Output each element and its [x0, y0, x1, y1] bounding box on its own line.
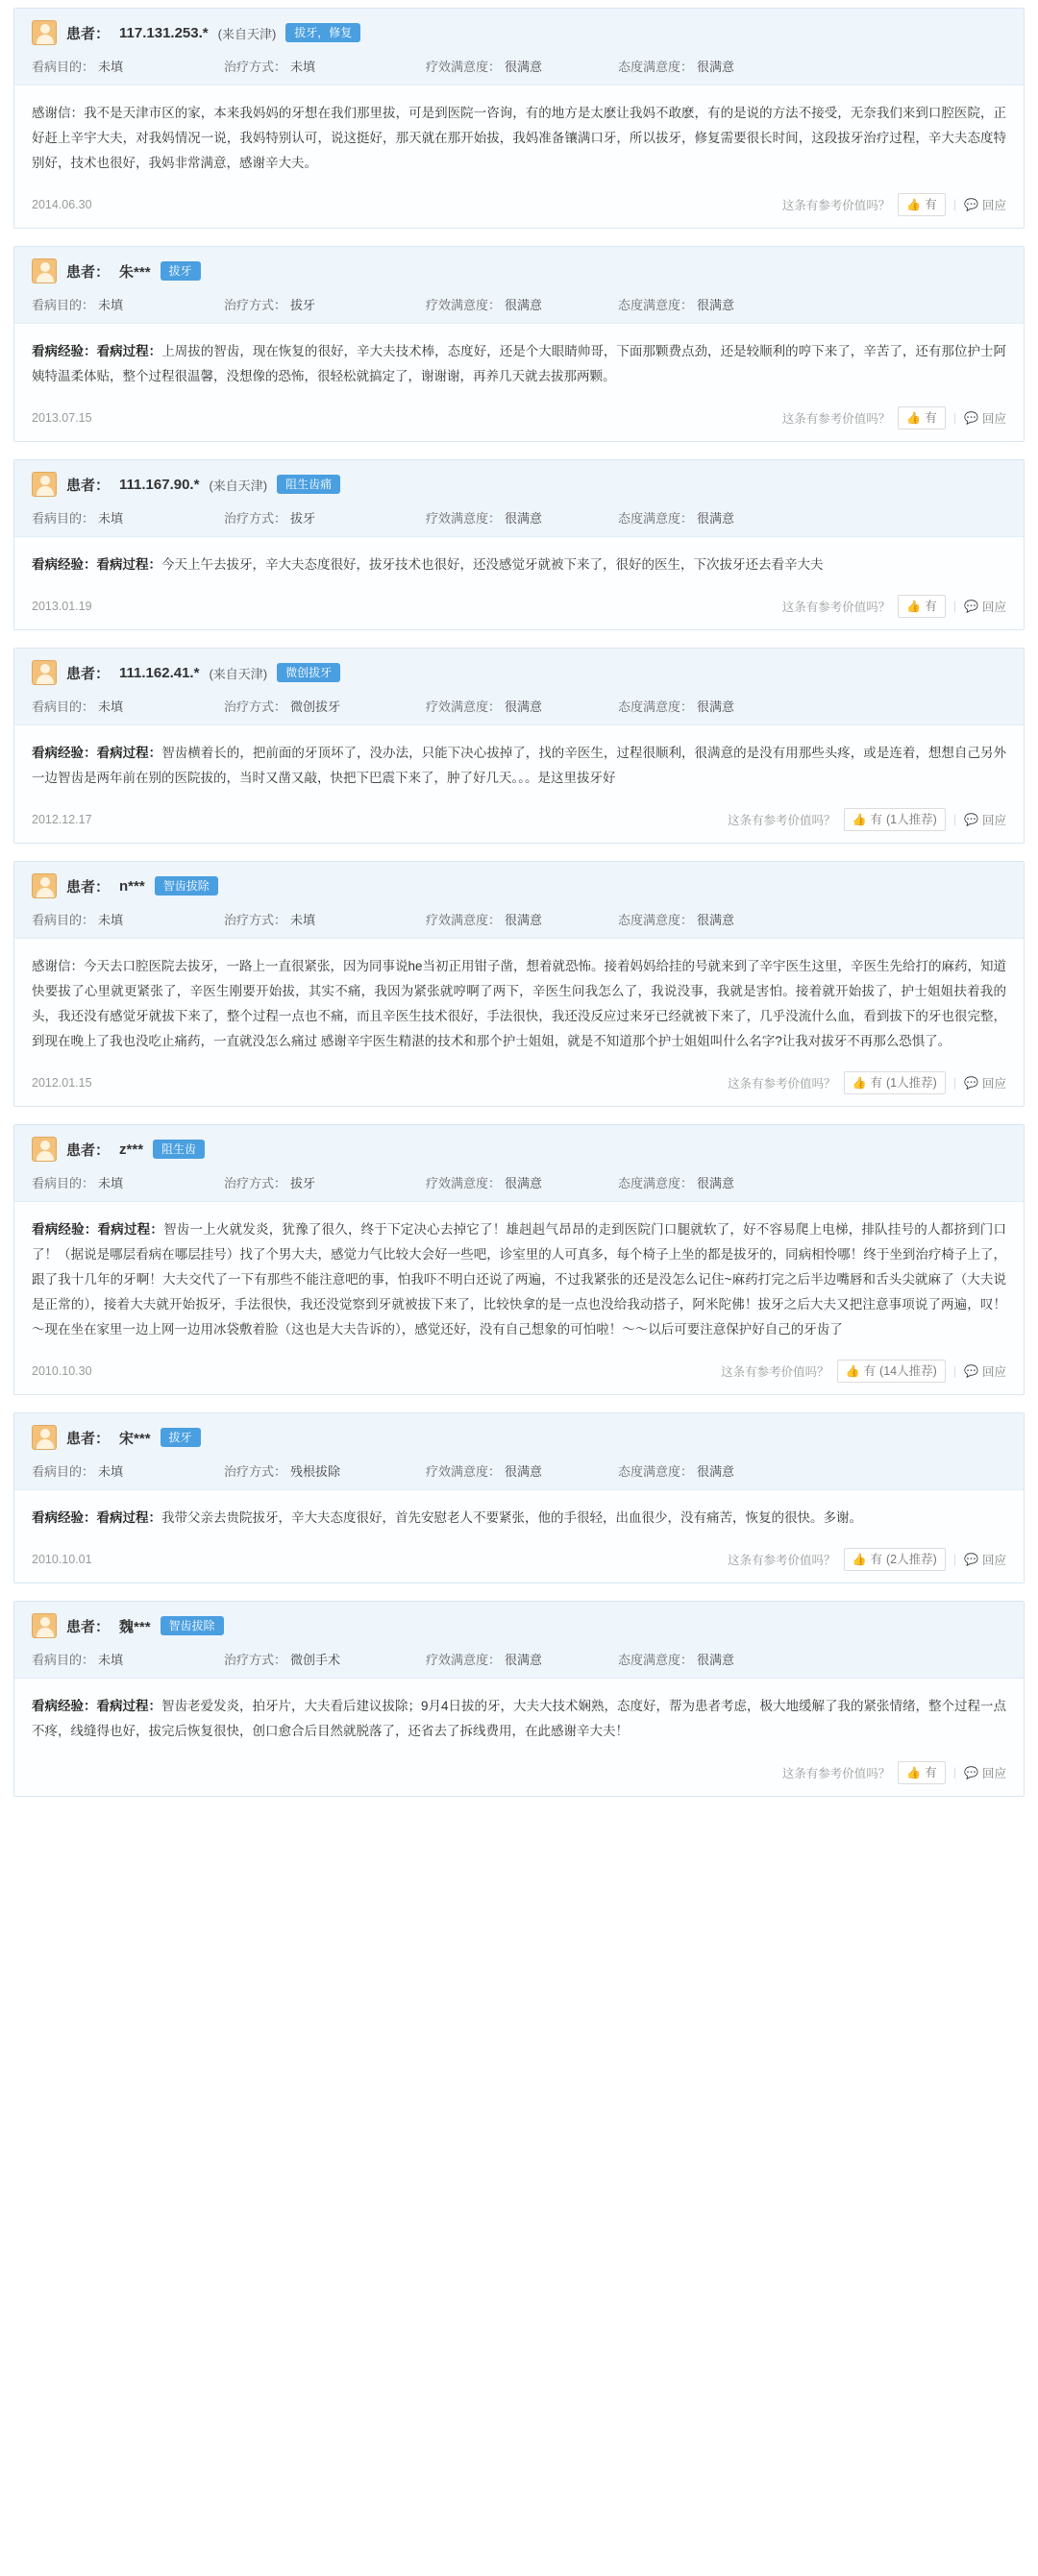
- avatar-icon: [32, 1137, 57, 1162]
- review-card: [13, 8, 1025, 229]
- review-footer: [14, 184, 1024, 228]
- footer-divider: |: [952, 411, 957, 425]
- meta-attitude-value: 很满意: [697, 298, 735, 312]
- meta-treatment-key: 治疗方式：: [224, 298, 287, 312]
- meta-treatment-value: 残根拔除: [290, 1464, 341, 1479]
- meta-attitude-key: 态度满意度：: [618, 1176, 694, 1190]
- reply-icon: 💬: [964, 1553, 978, 1566]
- like-count: (2人推荐): [886, 1553, 937, 1566]
- thumbs-up-icon: 👍: [852, 1076, 867, 1090]
- review-text: 智齿横着长的，把前面的牙顶坏了，没办法，只能下决心拔掉了，找的辛医生，过程很顺利，很满意的是没有用那些头疼，或是连着，想想自己另外一边智齿是两年前在别的医院拔的，当时又凿又敲，快把下巴震下来了，肿了好几天。。。是这里拔牙好: [32, 746, 1006, 785]
- meta-attitude-value: 很满意: [697, 1653, 735, 1667]
- reply-icon: 💬: [964, 411, 978, 425]
- meta-purpose-value: 未填: [98, 699, 124, 714]
- footer-divider: |: [952, 198, 957, 211]
- meta-purpose: [32, 1173, 224, 1191]
- meta-attitude-value: 很满意: [697, 913, 735, 927]
- reply-label: 回应: [981, 601, 1006, 614]
- patient-row: [32, 472, 1006, 497]
- meta-row: [32, 1173, 1006, 1191]
- review-text-wrap: [32, 1694, 1006, 1744]
- meta-purpose-key: 看病目的：: [32, 1464, 95, 1479]
- patient-label: 患者：: [66, 25, 111, 42]
- meta-attitude-value: 很满意: [697, 60, 735, 74]
- meta-effect-key: 疗效满意度：: [426, 913, 502, 927]
- meta-purpose: [32, 57, 224, 75]
- reply-button[interactable]: [964, 1362, 1006, 1380]
- patient-name: 111.162.41.*: [119, 664, 200, 681]
- meta-attitude: [618, 508, 810, 527]
- meta-effect: [426, 1173, 618, 1191]
- review-date: 2014.06.30: [32, 198, 92, 211]
- meta-attitude: [618, 57, 810, 75]
- meta-effect: [426, 1461, 618, 1480]
- helpful-question: 这条有参考价值吗？: [781, 199, 891, 212]
- helpful-question: 这条有参考价值吗？: [781, 601, 891, 614]
- review-header: [14, 9, 1024, 86]
- meta-treatment: [224, 1173, 426, 1191]
- like-button[interactable]: [844, 808, 946, 831]
- meta-treatment: [224, 1650, 426, 1668]
- like-button[interactable]: [898, 193, 945, 216]
- helpful-question: 这条有参考价值吗？: [728, 1554, 836, 1567]
- review-date: 2012.01.15: [32, 1076, 92, 1090]
- review-body: [14, 324, 1024, 397]
- helpful-bar: [782, 1761, 1006, 1784]
- meta-attitude-key: 态度满意度：: [618, 1653, 694, 1667]
- meta-treatment-key: 治疗方式：: [224, 511, 287, 526]
- patient-label: 患者：: [66, 1618, 111, 1635]
- reply-icon: 💬: [964, 600, 978, 613]
- helpful-bar: [782, 595, 1006, 618]
- patient-row: [32, 660, 1006, 685]
- patient-row: [32, 1137, 1006, 1162]
- helpful-question: 这条有参考价值吗？: [781, 412, 891, 426]
- like-button[interactable]: [844, 1071, 946, 1094]
- meta-effect-key: 疗效满意度：: [426, 298, 502, 312]
- helpful-bar: [728, 808, 1006, 831]
- patient-label: 患者：: [66, 477, 111, 494]
- review-footer: [14, 585, 1024, 629]
- meta-purpose-key: 看病目的：: [32, 913, 95, 927]
- reply-label: 回应: [981, 1554, 1006, 1567]
- review-text-wrap: [32, 552, 1006, 577]
- patient-row: [32, 1425, 1006, 1450]
- meta-effect: [426, 508, 618, 527]
- footer-divider: |: [952, 813, 957, 826]
- like-label: 有: [870, 813, 882, 826]
- thumbs-up-icon: 👍: [852, 1553, 867, 1566]
- review-body: [14, 86, 1024, 184]
- footer-divider: |: [952, 1553, 957, 1566]
- reply-icon: 💬: [964, 1766, 978, 1779]
- meta-attitude: [618, 697, 810, 715]
- review-card: [13, 1601, 1025, 1797]
- meta-attitude-value: 很满意: [697, 511, 735, 526]
- like-label: 有: [870, 1553, 882, 1566]
- review-lead: 看病经验：看病过程：: [32, 1699, 161, 1713]
- helpful-bar: [782, 193, 1006, 216]
- review-lead: 看病经验：看病过程：: [32, 557, 161, 572]
- meta-effect-value: 很满意: [505, 1653, 543, 1667]
- thumbs-up-icon: 👍: [906, 600, 922, 613]
- treatment-tag[interactable]: 拔牙: [161, 1428, 201, 1447]
- review-body: [14, 1490, 1024, 1538]
- meta-attitude-key: 态度满意度：: [618, 511, 694, 526]
- patient-name: 宋***: [119, 1430, 151, 1447]
- meta-row: [32, 697, 1006, 715]
- patient-label: 患者：: [66, 665, 111, 682]
- patient-city: (来自天津): [209, 478, 268, 493]
- avatar-icon: [32, 1613, 57, 1638]
- meta-effect-key: 疗效满意度：: [426, 511, 502, 526]
- review-text-wrap: [32, 101, 1006, 176]
- reply-button[interactable]: [964, 811, 1006, 828]
- meta-effect-key: 疗效满意度：: [426, 1176, 502, 1190]
- thumbs-up-icon: 👍: [906, 411, 922, 425]
- meta-attitude-key: 态度满意度：: [618, 699, 694, 714]
- meta-effect-key: 疗效满意度：: [426, 60, 502, 74]
- review-header: [14, 649, 1024, 725]
- helpful-question: 这条有参考价值吗？: [781, 1767, 891, 1780]
- patient-label: 患者：: [66, 1141, 111, 1159]
- meta-effect-key: 疗效满意度：: [426, 1653, 502, 1667]
- meta-treatment: [224, 910, 426, 928]
- review-lead: 看病经验：看病过程：: [32, 344, 162, 358]
- patient-row: [32, 20, 1006, 45]
- meta-purpose-key: 看病目的：: [32, 699, 95, 714]
- meta-treatment-value: 微创拔牙: [290, 699, 341, 714]
- review-card: [13, 648, 1025, 844]
- meta-effect-value: 很满意: [505, 298, 543, 312]
- avatar-icon: [32, 472, 57, 497]
- review-date: 2010.10.30: [32, 1364, 92, 1378]
- treatment-tag[interactable]: 微创拔牙: [277, 663, 340, 682]
- thumbs-up-icon: 👍: [906, 198, 922, 211]
- review-text-wrap: [32, 954, 1006, 1054]
- meta-treatment-key: 治疗方式：: [224, 699, 287, 714]
- like-label: 有: [863, 1364, 877, 1378]
- patient-name: 朱***: [119, 263, 151, 281]
- review-footer: [14, 1062, 1024, 1106]
- meta-purpose: [32, 697, 224, 715]
- meta-treatment: [224, 508, 426, 527]
- meta-treatment: [224, 295, 426, 313]
- footer-divider: |: [952, 600, 957, 613]
- meta-attitude: [618, 1173, 810, 1191]
- meta-row: [32, 508, 1006, 527]
- thumbs-up-icon: 👍: [852, 813, 867, 826]
- review-header: [14, 1602, 1024, 1679]
- review-text: 感谢信：今天去口腔医院去拔牙，一路上一直很紧张，因为同事说he当初正用钳子凿，想着就恐怖。接着妈妈给挂的号就来到了辛宇医生这里，辛医生先给打的麻药，知道快要拔了心里就更紧张了，辛医生刚要开始拔，其实不痛，我因为紧张就哼啊了两下，辛医生问我怎么了，我说没事，我就是害怕。接着就开始拔了，护士姐姐扶着我的头，我还没有感觉牙就拔下来了，整个过程一点也不痛，而且辛医生技术很好，手法很快，我还没反应过来牙已经就被下来了，几乎没流什么血，看到拔下的牙也很完整，到现在晚上了我也没吃止痛药，一直就没怎么痛过 感谢辛宇医生精湛的技术和那个护士姐姐，就是不知道那个护士姐姐叫什么名字?让我对拔牙不再那么恐惧了。: [32, 959, 1007, 1048]
- treatment-tag[interactable]: 智齿拔除: [161, 1616, 224, 1635]
- review-date: 2013.07.15: [32, 411, 92, 425]
- review-body: [14, 939, 1024, 1062]
- footer-divider: |: [952, 1364, 957, 1378]
- meta-treatment-key: 治疗方式：: [224, 1653, 287, 1667]
- like-label: 有: [870, 1076, 882, 1090]
- reply-button[interactable]: [964, 598, 1006, 615]
- meta-effect: [426, 57, 618, 75]
- meta-effect-value: 很满意: [505, 1464, 543, 1479]
- like-button[interactable]: [898, 595, 945, 618]
- meta-row: [32, 910, 1006, 928]
- meta-purpose-value: 未填: [98, 298, 124, 312]
- helpful-question: 这条有参考价值吗？: [721, 1365, 829, 1379]
- reply-label: 回应: [981, 1767, 1006, 1780]
- reply-button[interactable]: [964, 1551, 1006, 1568]
- meta-effect: [426, 295, 618, 313]
- meta-effect: [426, 910, 618, 928]
- like-button[interactable]: [898, 406, 945, 429]
- patient-label: 患者：: [66, 263, 111, 281]
- meta-effect-value: 很满意: [505, 1176, 543, 1190]
- patient-name: z***: [119, 1141, 144, 1158]
- reply-icon: 💬: [964, 198, 978, 211]
- reply-button[interactable]: [964, 196, 1006, 213]
- meta-treatment-key: 治疗方式：: [224, 913, 287, 927]
- meta-treatment-key: 治疗方式：: [224, 1464, 287, 1479]
- like-button[interactable]: [837, 1360, 946, 1383]
- review-text: 我带父亲去贵院拔牙，辛大夫态度很好，首先安慰老人不要紧张，他的手很轻，出血很少，没有痛苦，恢复的很快。多谢。: [161, 1510, 862, 1525]
- meta-purpose-value: 未填: [98, 1176, 124, 1190]
- review-lead: 看病经验：看病过程：: [32, 1222, 164, 1237]
- patient-name: 111.167.90.*: [119, 476, 200, 493]
- reply-label: 回应: [981, 199, 1006, 212]
- review-body: [14, 1202, 1024, 1350]
- helpful-bar: [728, 1548, 1006, 1571]
- reply-label: 回应: [981, 1365, 1006, 1379]
- meta-purpose: [32, 508, 224, 527]
- treatment-tag[interactable]: 阻生齿痛: [277, 475, 340, 494]
- like-label: 有: [925, 600, 937, 613]
- meta-purpose: [32, 1461, 224, 1480]
- treatment-tag[interactable]: 智齿拔除: [155, 876, 218, 895]
- review-lead: 看病经验：看病过程：: [32, 746, 162, 760]
- review-body: [14, 537, 1024, 585]
- reply-label: 回应: [981, 814, 1006, 827]
- meta-row: [32, 1461, 1006, 1480]
- review-card: [13, 459, 1025, 630]
- meta-treatment-value: 未填: [290, 60, 316, 74]
- meta-attitude-value: 很满意: [697, 1176, 735, 1190]
- review-text: 上周拔的智齿，现在恢复的很好，辛大夫技术棒，态度好，还是个大眼睛帅哥，下面那颗费点劲，还是较顺利的哼下来了，辛苦了，还有那位护士阿姨特温柔体贴，整个过程很温馨，没想像的恐怖，很轻松就搞定了，谢谢谢，再养几天就去拔那两颗。: [32, 344, 1006, 383]
- meta-attitude-key: 态度满意度：: [618, 60, 694, 74]
- meta-attitude: [618, 1461, 810, 1480]
- review-date: 2012.12.17: [32, 813, 92, 826]
- meta-purpose-key: 看病目的：: [32, 298, 95, 312]
- treatment-tag[interactable]: 阻生齿: [153, 1140, 205, 1159]
- meta-attitude-key: 态度满意度：: [618, 298, 694, 312]
- meta-attitude: [618, 1650, 810, 1668]
- review-text-wrap: [32, 339, 1006, 389]
- meta-treatment-value: 拔牙: [290, 298, 316, 312]
- review-text-wrap: [32, 1217, 1006, 1342]
- treatment-tag[interactable]: 拔牙: [161, 261, 201, 281]
- like-count: (14人推荐): [879, 1364, 937, 1378]
- reply-icon: 💬: [964, 813, 978, 826]
- meta-purpose: [32, 1650, 224, 1668]
- meta-treatment-key: 治疗方式：: [224, 60, 287, 74]
- like-button[interactable]: [898, 1761, 945, 1784]
- meta-attitude: [618, 295, 810, 313]
- meta-effect-value: 很满意: [505, 699, 543, 714]
- reply-button[interactable]: [964, 1764, 1006, 1781]
- meta-effect: [426, 1650, 618, 1668]
- reply-button[interactable]: [964, 1074, 1006, 1092]
- review-header: [14, 862, 1024, 939]
- meta-effect-value: 很满意: [505, 511, 543, 526]
- meta-treatment-value: 未填: [290, 913, 316, 927]
- helpful-bar: [782, 406, 1006, 429]
- patient-row: [32, 258, 1006, 283]
- meta-purpose: [32, 295, 224, 313]
- meta-purpose-key: 看病目的：: [32, 60, 95, 74]
- review-header: [14, 1413, 1024, 1490]
- avatar-icon: [32, 660, 57, 685]
- meta-treatment: [224, 697, 426, 715]
- meta-treatment-value: 拔牙: [290, 1176, 316, 1190]
- helpful-bar: [721, 1360, 1006, 1383]
- thumbs-up-icon: 👍: [845, 1364, 860, 1378]
- meta-treatment: [224, 1461, 426, 1480]
- review-card: [13, 1412, 1025, 1583]
- meta-treatment: [224, 57, 426, 75]
- review-body: [14, 1679, 1024, 1752]
- like-label: 有: [925, 198, 937, 211]
- patient-label: 患者：: [66, 878, 111, 895]
- footer-divider: |: [952, 1076, 957, 1090]
- review-text: 今天上午去拔牙，辛大夫态度很好，拔牙技术也很好，还没感觉牙就被下来了，很好的医生，下次拔牙还去看辛大夫: [161, 557, 824, 572]
- meta-attitude-value: 很满意: [697, 699, 735, 714]
- like-button[interactable]: [844, 1548, 946, 1571]
- meta-row: [32, 57, 1006, 75]
- like-label: 有: [925, 1766, 937, 1779]
- meta-purpose-value: 未填: [98, 60, 124, 74]
- review-date: 2013.01.19: [32, 600, 92, 613]
- meta-attitude-key: 态度满意度：: [618, 1464, 694, 1479]
- treatment-tag[interactable]: 拔牙，修复: [285, 23, 360, 42]
- reply-label: 回应: [981, 412, 1006, 426]
- meta-effect-key: 疗效满意度：: [426, 699, 502, 714]
- meta-purpose-key: 看病目的：: [32, 511, 95, 526]
- thumbs-up-icon: 👍: [906, 1766, 922, 1779]
- patient-row: [32, 1613, 1006, 1638]
- meta-effect-value: 很满意: [505, 913, 543, 927]
- meta-attitude-key: 态度满意度：: [618, 913, 694, 927]
- review-card: [13, 246, 1025, 442]
- review-text: 感谢信：我不是天津市区的家，本来我妈妈的牙想在我们那里拔，可是到医院一咨询，有的地方是太麽让我妈不敢麽，有的是说的方法不接受，无奈我们来到口腔医院，正好赶上辛宇大夫，对我妈情况一说，我妈特别认可，说这挺好，那天就在那开始拔，我妈准备镶满口牙，所以拔牙，修复需要很长时间，这段拔牙治疗过程，辛大夫态度特别好，技术也很好，我妈非常满意，感谢辛大夫。: [32, 106, 1006, 170]
- like-label: 有: [925, 411, 937, 425]
- meta-treatment-key: 治疗方式：: [224, 1176, 287, 1190]
- review-header: [14, 1125, 1024, 1202]
- patient-name: n***: [119, 877, 145, 895]
- review-text: 智齿老爱发炎，拍牙片，大夫看后建议拔除；9月4日拔的牙，大夫大技术娴熟，态度好，帮为患者考虑，极大地缓解了我的紧张情绪，整个过程一点不疼，线缝得也好，拔完后恢复很快，创口愈合后目然就脱落了，还省去了拆线费用，在此感谢辛大夫！: [32, 1699, 1007, 1738]
- meta-attitude: [618, 910, 810, 928]
- review-text-wrap: [32, 1506, 1006, 1531]
- patient-name: 魏***: [119, 1618, 151, 1635]
- meta-attitude-value: 很满意: [697, 1464, 735, 1479]
- helpful-bar: [728, 1071, 1006, 1094]
- review-lead: 看病经验：看病过程：: [32, 1510, 161, 1525]
- avatar-icon: [32, 873, 57, 898]
- review-footer: [14, 798, 1024, 843]
- meta-row: [32, 1650, 1006, 1668]
- review-text: 智齿一上火就发炎，犹豫了很久，终于下定决心去掉它了！雄赳赳气昂昂的走到医院门口腿就软了，好不容易爬上电梯，排队挂号的人都挤到门口了！（据说是哪层看病在哪层挂号）找了个男大夫，感觉力气比较大会好一些吧，诊室里的人可真多，每个椅子上坐的都是拔牙的，同病相怜哪！终于坐到治疗椅子上了，跟了我十几年的牙啊！大夫交代了一下有那些不能注意吧的事，怕我吓不明白还说了两遍，不过我紧张的还是没怎么记住~麻药打完之后半边嘴唇和舌头尖就麻了（大夫说是正常的），接着大夫就开始扳牙，手法很快，我还没觉察到牙就被拔下来了，比较快拿的是一点也没给我动搭子，阿米陀佛！拔牙之后大夫又把注意事项说了两遍，叹！～现在坐在家里一边上网一边用冰袋敷着脸（这也是大夫告诉的），感觉还好，没有自己想象的可怕啦！～～以后可要注意保护好自己的牙齿了: [32, 1222, 1007, 1337]
- avatar-icon: [32, 258, 57, 283]
- meta-purpose-value: 未填: [98, 511, 124, 526]
- review-footer: [14, 1350, 1024, 1394]
- meta-effect-key: 疗效满意度：: [426, 1464, 502, 1479]
- avatar-icon: [32, 1425, 57, 1450]
- meta-effect-value: 很满意: [505, 60, 543, 74]
- patient-name: 117.131.253.*: [119, 24, 209, 41]
- review-footer: [14, 1752, 1024, 1796]
- meta-purpose-value: 未填: [98, 1464, 124, 1479]
- helpful-question: 这条有参考价值吗？: [728, 1077, 836, 1091]
- patient-city: (来自天津): [217, 26, 277, 41]
- like-count: (1人推荐): [886, 1076, 937, 1090]
- review-card: [13, 1124, 1025, 1395]
- review-text-wrap: [32, 741, 1006, 791]
- meta-treatment-value: 微创手术: [290, 1653, 341, 1667]
- footer-divider: |: [952, 1766, 957, 1779]
- patient-city: (来自天津): [209, 666, 268, 681]
- meta-purpose: [32, 910, 224, 928]
- patient-label: 患者：: [66, 1430, 111, 1447]
- reply-label: 回应: [981, 1077, 1006, 1091]
- helpful-question: 这条有参考价值吗？: [728, 814, 836, 827]
- patient-row: [32, 873, 1006, 898]
- meta-purpose-key: 看病目的：: [32, 1653, 95, 1667]
- reply-icon: 💬: [964, 1076, 978, 1090]
- review-date: 2010.10.01: [32, 1553, 92, 1566]
- review-footer: [14, 397, 1024, 441]
- meta-purpose-value: 未填: [98, 913, 124, 927]
- avatar-icon: [32, 20, 57, 45]
- meta-purpose-key: 看病目的：: [32, 1176, 95, 1190]
- meta-treatment-value: 拔牙: [290, 511, 316, 526]
- review-header: [14, 247, 1024, 324]
- like-count: (1人推荐): [886, 813, 937, 826]
- reply-icon: 💬: [964, 1364, 978, 1378]
- review-body: [14, 725, 1024, 798]
- reviews-list: [0, 8, 1038, 1797]
- meta-effect: [426, 697, 618, 715]
- review-footer: [14, 1538, 1024, 1582]
- meta-purpose-value: 未填: [98, 1653, 124, 1667]
- meta-row: [32, 295, 1006, 313]
- reply-button[interactable]: [964, 409, 1006, 427]
- review-card: [13, 861, 1025, 1107]
- review-header: [14, 460, 1024, 537]
